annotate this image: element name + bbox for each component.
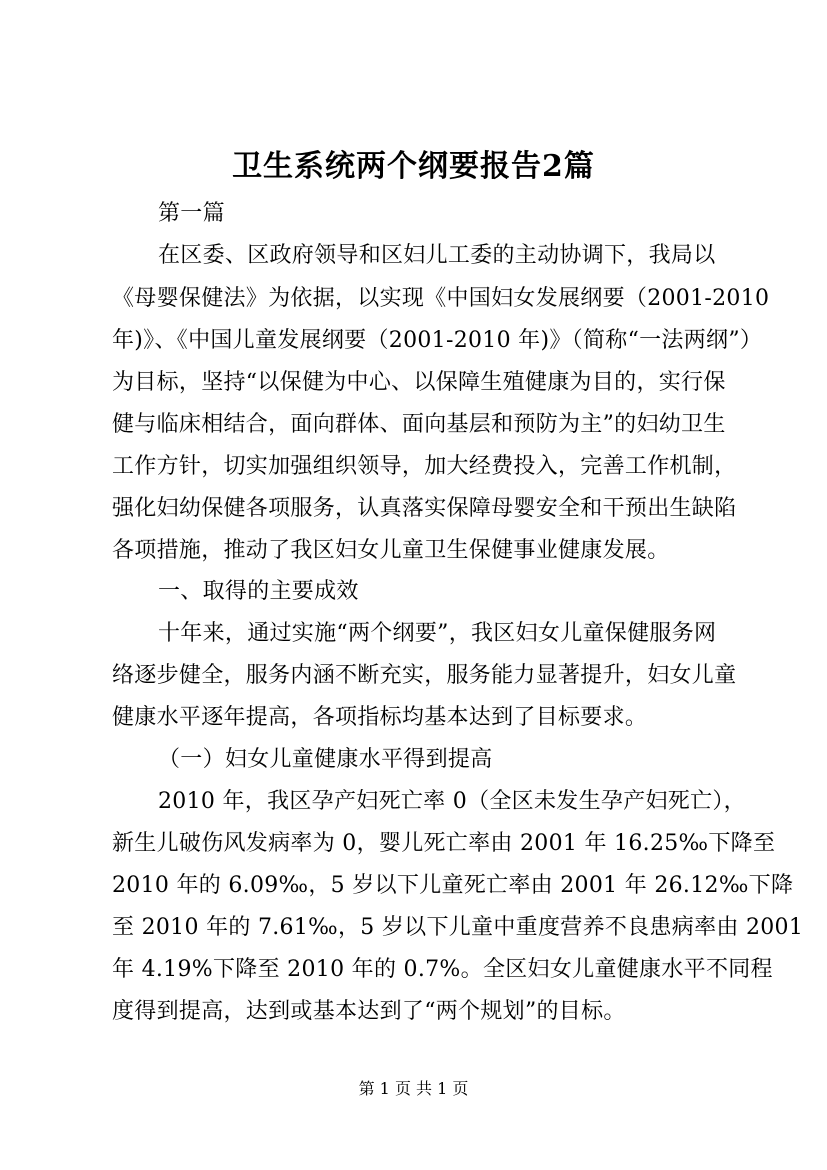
paragraph-line: 各项措施，推动了我区妇女儿童卫生保健事业健康发展。 bbox=[112, 538, 670, 563]
page-number-footer: 第 1 页 共 1 页 bbox=[358, 1079, 469, 1098]
paragraph-line: 健与临床相结合，面向群体、面向基层和预防为主”的妇幼卫生 bbox=[112, 412, 726, 437]
paragraph-line: 新生儿破伤风发病率为 0，婴儿死亡率由 2001 年 16.25‰下降至 bbox=[112, 831, 776, 856]
paragraph-line: 《母婴保健法》为依据，以实现《中国妇女发展纲要（2001-2010 bbox=[112, 286, 770, 311]
paragraph-line: 2010 年，我区孕产妇死亡率 0（全区未发生孕产妇死亡）， bbox=[158, 789, 746, 814]
paragraph-line: 在区委、区政府领导和区妇儿工委的主动协调下，我局以 bbox=[158, 243, 716, 268]
paragraph-line: 2010 年的 6.09‰，5 岁以下儿童死亡率由 2001 年 26.12‰下降 bbox=[112, 873, 794, 898]
paragraph-line: 络逐步健全，服务内涵不断充实，服务能力显著提升，妇女儿童 bbox=[112, 663, 737, 688]
paragraph-line: 度得到提高，达到或基本达到了“两个规划”的目标。 bbox=[112, 999, 626, 1024]
paragraph-line: 为目标，坚持“以保健为中心、以保障生殖健康为目的，实行保 bbox=[112, 370, 726, 395]
paragraph-line: 健康水平逐年提高，各项指标均基本达到了目标要求。 bbox=[112, 705, 648, 730]
paragraph-line: 强化妇幼保健各项服务，认真落实保障母婴安全和干预出生缺陷 bbox=[112, 496, 737, 521]
document-title: 卫生系统两个纲要报告2篇 bbox=[232, 149, 595, 184]
subsection-heading: （一）妇女儿童健康水平得到提高 bbox=[158, 747, 493, 772]
paragraph-line: 年 4.19%下降至 2010 年的 0.7%。全区妇女儿童健康水平不同程 bbox=[112, 957, 773, 982]
paragraph-line: 至 2010 年的 7.61‰，5 岁以下儿童中重度营养不良患病率由 2001 bbox=[112, 915, 804, 940]
section-heading: 一、取得的主要成效 bbox=[158, 579, 359, 604]
paragraph-line: 十年来，通过实施“两个纲要”，我区妇女儿童保健服务网 bbox=[158, 621, 717, 646]
paragraph-line: 第一篇 bbox=[158, 201, 225, 226]
paragraph-line: 年)》、《中国儿童发展纲要（2001-2010 年)》（简称“一法两纲”） bbox=[112, 328, 763, 353]
paragraph-line: 工作方针，切实加强组织领导，加大经费投入，完善工作机制， bbox=[112, 454, 737, 479]
